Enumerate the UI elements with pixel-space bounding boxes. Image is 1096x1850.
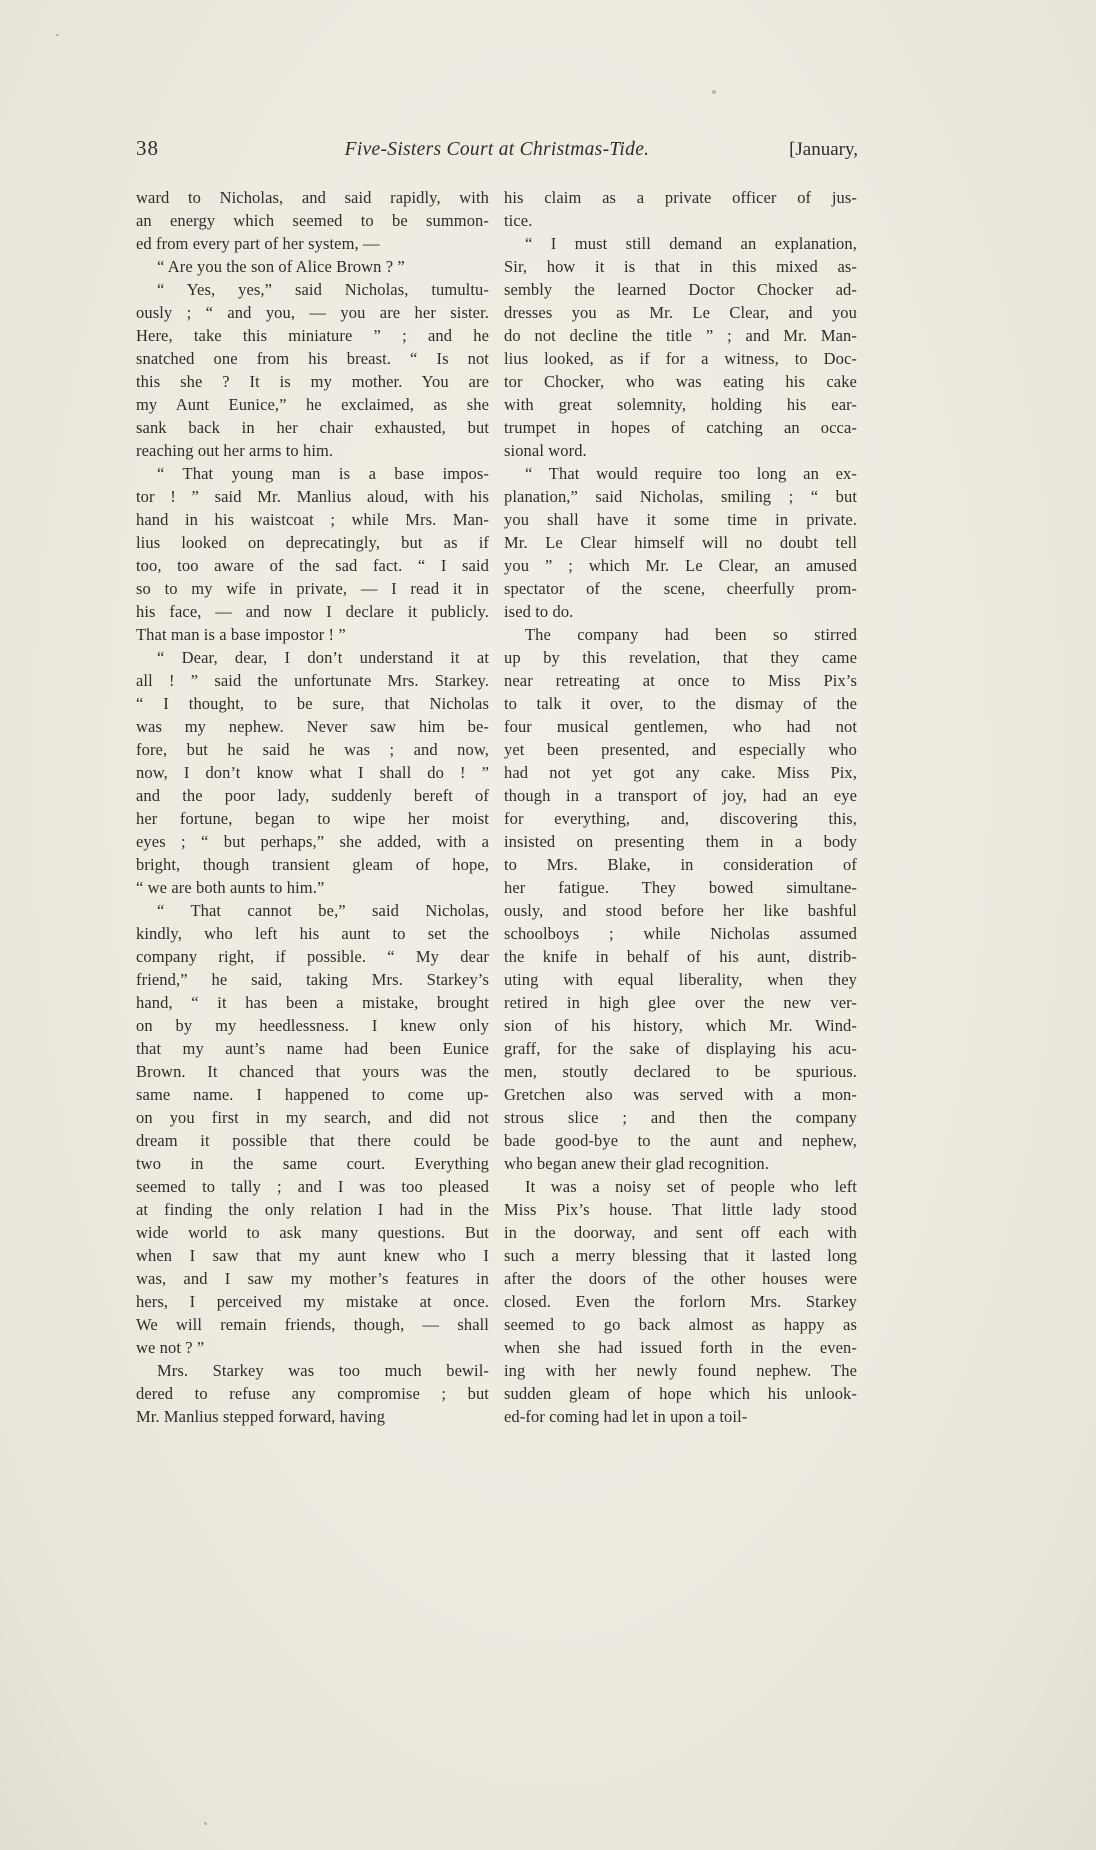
text-line: on by my heedlessness. I knew only	[136, 1016, 489, 1035]
text-line: strous slice ; and then the company	[504, 1108, 857, 1127]
text-line: dresses you as Mr. Le Clear, and you	[504, 303, 857, 322]
text-line: lius looked on deprecatingly, but as if	[136, 533, 489, 552]
text-line: when I saw that my aunt knew who I	[136, 1246, 489, 1265]
text-line: That man is a base impostor ! ”	[136, 625, 346, 644]
text-line: the knife in behalf of his aunt, distrib-	[504, 947, 857, 966]
text-line: schoolboys ; while Nicholas assumed	[504, 924, 857, 943]
text-line: dered to refuse any compromise ; but	[136, 1384, 489, 1403]
text-line: It was a noisy set of people who left	[525, 1177, 857, 1196]
text-line: “ That would require too long an ex-	[525, 464, 857, 483]
text-line: “ we are both aunts to him.”	[136, 878, 325, 897]
text-line: Mr. Manlius stepped forward, having	[136, 1407, 386, 1426]
text-line: tor ! ” said Mr. Manlius aloud, with his	[136, 487, 489, 506]
text-line: though in a transport of joy, had an eye	[504, 786, 857, 805]
text-line: had not yet got any cake. Miss Pix,	[504, 763, 857, 782]
text-line: sank back in her chair exhausted, but	[136, 418, 489, 437]
text-line: hand in his waistcoat ; while Mrs. Man-	[136, 510, 489, 529]
text-line: sion of his history, which Mr. Wind-	[504, 1016, 857, 1035]
text-line: ously ; “ and you, — you are her sister.	[136, 303, 489, 322]
text-line: that my aunt’s name had been Eunice	[136, 1039, 489, 1058]
page-content	[136, 136, 858, 1428]
text-line: “ I thought, to be sure, that Nicholas	[136, 694, 489, 713]
text-line: dream it possible that there could be	[136, 1131, 489, 1150]
text-line: hand, “ it has been a mistake, brought	[136, 993, 489, 1012]
text-line: men, stoutly declared to be spurious.	[504, 1062, 857, 1081]
text-line: same name. I happened to come up-	[136, 1085, 489, 1104]
text-line: my Aunt Eunice,” he exclaimed, as she	[136, 395, 489, 414]
paragraph	[136, 186, 489, 255]
text-line: so to my wife in private, — I read it in	[136, 579, 489, 598]
text-line: ously, and stood before her like bashful	[504, 901, 857, 920]
text-line: such a merry blessing that it lasted long	[504, 1246, 857, 1265]
text-line: with great solemnity, holding his ear-	[504, 395, 857, 414]
text-line: sudden gleam of hope which his unlook-	[504, 1384, 857, 1403]
text-line: and the poor lady, suddenly bereft of	[136, 786, 489, 805]
text-line: closed. Even the forlorn Mrs. Starkey	[504, 1292, 857, 1311]
text-line: ed-for coming had let in upon a toil-	[504, 1407, 748, 1426]
paragraph	[136, 255, 489, 278]
text-line: to talk it over, to the dismay of the	[504, 694, 857, 713]
text-line: four musical gentlemen, who had not	[504, 717, 857, 736]
text-line: do not decline the title ” ; and Mr. Man-	[504, 326, 857, 345]
text-line: retired in high glee over the new ver-	[504, 993, 857, 1012]
text-line: this she ? It is my mother. You are	[136, 372, 489, 391]
text-line: snatched one from his breast. “ Is not	[136, 349, 489, 368]
text-line: eyes ; “ but perhaps,” she added, with a	[136, 832, 489, 851]
text-line: on you first in my search, and did not	[136, 1108, 489, 1127]
text-line: bright, though transient gleam of hope,	[136, 855, 489, 874]
text-line: “ Dear, dear, I don’t understand it at	[157, 648, 489, 667]
text-line: you ” ; which Mr. Le Clear, an amused	[504, 556, 857, 575]
text-line: after the doors of the other houses were	[504, 1269, 857, 1288]
text-line: company right, if possible. “ My dear	[136, 947, 489, 966]
text-line: Mr. Le Clear himself will no doubt tell	[504, 533, 857, 552]
paragraph	[136, 278, 489, 462]
text-line: his claim as a private officer of jus-	[504, 188, 857, 207]
text-line: spectator of the scene, cheerfully prom-	[504, 579, 857, 598]
text-line: ward to Nicholas, and said rapidly, with	[136, 188, 489, 207]
text-line: kindly, who left his aunt to set the	[136, 924, 489, 943]
text-line: hers, I perceived my mistake at once.	[136, 1292, 489, 1311]
text-line: Here, take this miniature ” ; and he	[136, 326, 489, 345]
text-line: Miss Pix’s house. That little lady stood	[504, 1200, 857, 1219]
text-line: Sir, how it is that in this mixed as-	[504, 257, 857, 276]
text-line: seemed to go back almost as happy as	[504, 1315, 857, 1334]
text-line: when she had issued forth in the even-	[504, 1338, 857, 1357]
text-line: was my nephew. Never saw him be-	[136, 717, 489, 736]
text-line: now, I don’t know what I shall do ! ”	[136, 763, 489, 782]
text-line: we not ? ”	[136, 1338, 205, 1357]
running-title: Five-Sisters Court at Christmas-Tide.	[344, 139, 650, 160]
page-number: 38	[136, 136, 159, 160]
text-line: for everything, and, discovering this,	[504, 809, 857, 828]
text-line: friend,” he said, taking Mrs. Starkey’s	[136, 970, 489, 989]
text-line: Brown. It chanced that yours was the	[136, 1062, 489, 1081]
text-line: two in the same court. Everything	[136, 1154, 489, 1173]
text-line: Mrs. Starkey was too much bewil-	[157, 1361, 489, 1380]
text-line: to Mrs. Blake, in consideration of	[504, 855, 857, 874]
text-column-left	[136, 186, 489, 1428]
text-line: lius looked, as if for a witness, to Doc-	[504, 349, 857, 368]
text-line: tice.	[504, 211, 533, 230]
text-line: uting with equal liberality, when they	[504, 970, 857, 989]
text-line: graff, for the sake of displaying his acu-	[504, 1039, 857, 1058]
text-line: “ I must still demand an explanation,	[525, 234, 857, 253]
text-line: “ That cannot be,” said Nicholas,	[157, 901, 489, 920]
text-line: too, too aware of the sad fact. “ I said	[136, 556, 489, 575]
text-line: up by this revelation, that they came	[504, 648, 857, 667]
text-line: We will remain friends, though, — shall	[136, 1315, 489, 1334]
paragraph	[504, 462, 857, 623]
issue-date: [January,	[789, 139, 858, 160]
paragraph	[504, 186, 857, 232]
text-line: wide world to ask many questions. But	[136, 1223, 489, 1242]
text-line: all ! ” said the unfortunate Mrs. Starkey.	[136, 671, 489, 690]
text-line: yet been presented, and especially who	[504, 740, 857, 759]
text-line: his face, — and now I declare it publicly.	[136, 602, 489, 621]
text-columns	[136, 186, 858, 1428]
text-line: insisted on presenting them in a body	[504, 832, 857, 851]
text-line: an energy which seemed to be summon-	[136, 211, 489, 230]
text-line: her fatigue. They bowed simultane-	[504, 878, 857, 897]
text-line: reaching out her arms to him.	[136, 441, 334, 460]
text-line: near retreating at once to Miss Pix’s	[504, 671, 857, 690]
scan-speck	[712, 90, 716, 94]
text-line: fore, but he said he was ; and now,	[136, 740, 489, 759]
text-line: tor Chocker, who was eating his cake	[504, 372, 857, 391]
text-line: ing with her newly found nephew. The	[504, 1361, 857, 1380]
text-line: was, and I saw my mother’s features in	[136, 1269, 489, 1288]
running-header	[136, 136, 858, 168]
text-line: ised to do.	[504, 602, 574, 621]
text-line: planation,” said Nicholas, smiling ; “ but	[504, 487, 857, 506]
paragraph	[136, 646, 489, 899]
text-line: trumpet in hopes of catching an occa-	[504, 418, 857, 437]
text-line: who began anew their glad recognition.	[504, 1154, 769, 1173]
scan-speck	[204, 1822, 207, 1825]
text-line: her fortune, began to wipe her moist	[136, 809, 489, 828]
paragraph	[136, 462, 489, 646]
text-line: you shall have it some time in private.	[504, 510, 857, 529]
paragraph	[504, 623, 857, 1175]
text-line: seemed to tally ; and I was too pleased	[136, 1177, 489, 1196]
scan-speck	[56, 34, 59, 36]
text-line: at finding the only relation I had in the	[136, 1200, 489, 1219]
paragraph	[504, 1175, 857, 1428]
paragraph	[504, 232, 857, 462]
text-line: sembly the learned Doctor Chocker ad-	[504, 280, 857, 299]
text-line: “ Are you the son of Alice Brown ? ”	[157, 257, 405, 276]
text-line: sional word.	[504, 441, 587, 460]
text-line: “ Yes, yes,” said Nicholas, tumultu-	[157, 280, 489, 299]
text-column-right	[504, 186, 857, 1428]
text-line: Gretchen also was served with a mon-	[504, 1085, 857, 1104]
paragraph	[136, 1359, 489, 1428]
text-line: “ That young man is a base impos-	[157, 464, 489, 483]
paragraph	[136, 899, 489, 1359]
text-line: in the doorway, and sent off each with	[504, 1223, 857, 1242]
text-line: The company had been so stirred	[525, 625, 857, 644]
text-line: ed from every part of her system, —	[136, 234, 380, 253]
text-line: bade good-bye to the aunt and nephew,	[504, 1131, 857, 1150]
